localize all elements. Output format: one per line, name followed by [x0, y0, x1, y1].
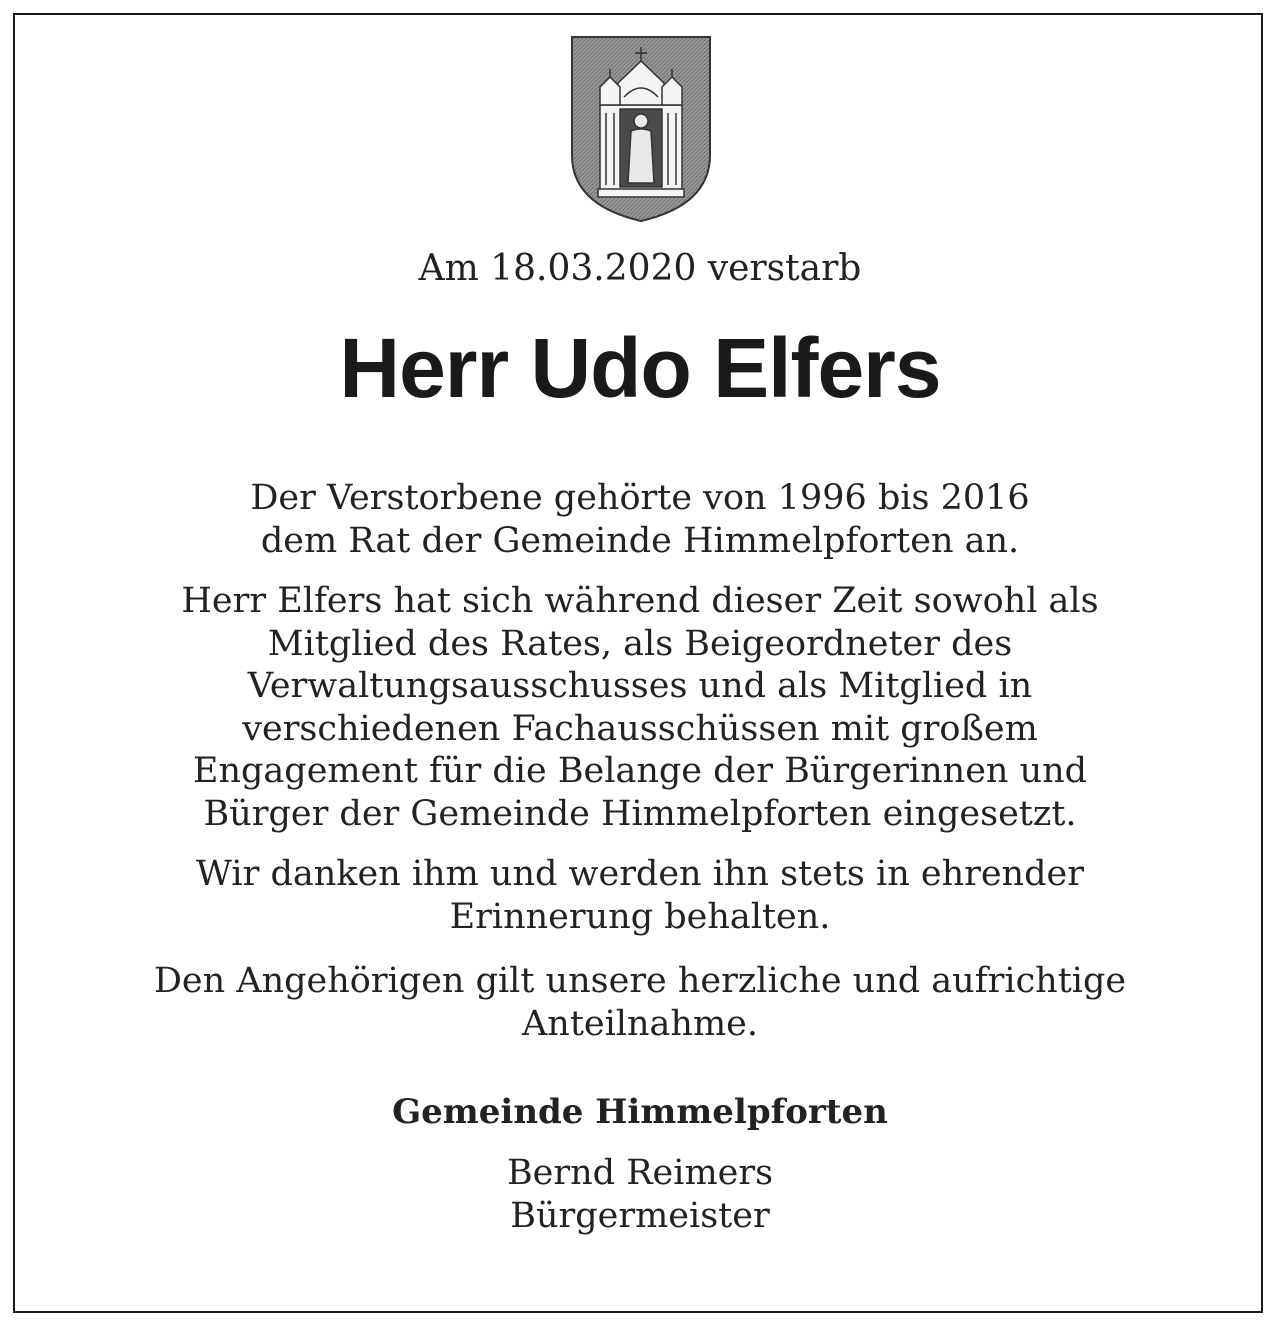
- deceased-name: Herr Udo Elfers: [339, 321, 941, 415]
- paragraph-condolences: [40, 960, 1240, 1045]
- signatory-title: Bürgermeister: [510, 1196, 770, 1236]
- signature-block: [40, 1152, 1240, 1238]
- text-line: verschiedenen Fachausschüssen mit großem: [242, 708, 1038, 749]
- text-line: Erinnerung behalten.: [449, 896, 831, 937]
- text-line: Herr Elfers hat sich während dieser Zeit sowohl als: [181, 581, 1099, 621]
- text-line: dem Rat der Gemeinde Himmelpforten an.: [260, 520, 1020, 561]
- text-line: Der Verstorbene gehörte von 1996 bis 2016: [250, 478, 1030, 518]
- paragraph-engagement: [40, 580, 1240, 835]
- death-date-line: Am 18.03.2020 verstarb: [418, 248, 862, 289]
- signatory-name: Bernd Reimers: [506, 1153, 774, 1193]
- organization-name: Gemeinde Himmelpforten: [392, 1092, 888, 1132]
- text-line: Wir danken ihm und werden ihn stets in ehrender: [196, 854, 1084, 894]
- paragraph-council-membership: [40, 477, 1240, 562]
- coat-of-arms-icon: [570, 35, 712, 223]
- text-line: Mitglied des Rates, als Beigeordneter des: [267, 623, 1013, 664]
- text-line: Engagement für die Belange der Bürgerinnen und: [192, 751, 1088, 791]
- text-line: Den Angehörigen gilt unsere herzliche und aufrichtige: [153, 961, 1127, 1001]
- text-line: Bürger der Gemeinde Himmelpforten eingesetzt.: [203, 793, 1077, 834]
- text-line: Anteilnahme.: [522, 1003, 758, 1044]
- text-line: Verwaltungsausschusses und als Mitglied in: [247, 666, 1033, 706]
- paragraph-thanks: [40, 853, 1240, 938]
